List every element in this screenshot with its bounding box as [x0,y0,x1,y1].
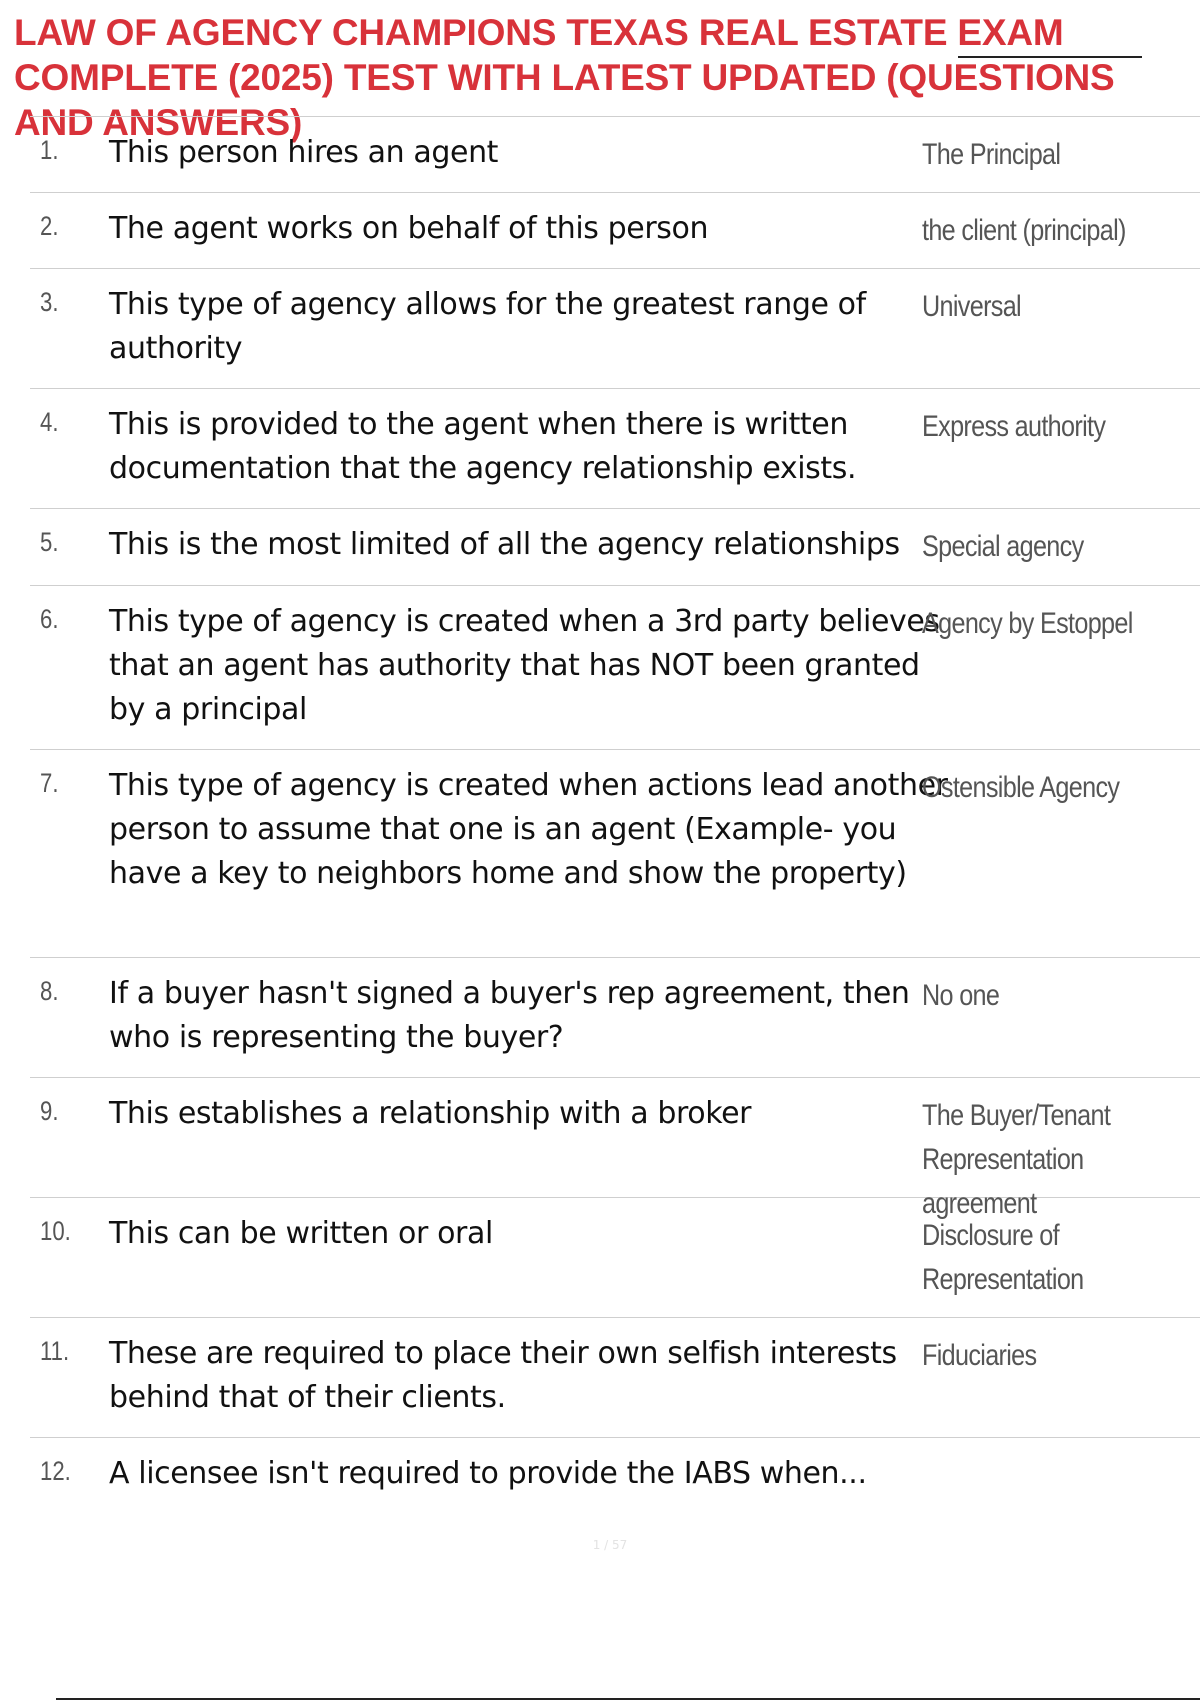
question-number: 11. [40,1336,70,1366]
qa-row [30,958,1200,1078]
question-text: This can be written or oral [109,1216,493,1251]
question-number: 5. [40,527,59,557]
answer-text: Agency by Estoppel [922,607,1133,640]
question-number: 9. [40,1096,59,1126]
qa-row [30,750,1200,958]
question-text: This person hires an agent [109,135,499,170]
title-underline [958,56,1142,58]
answer-text: The Buyer/Tenant Representation agreement [922,1099,1111,1220]
question-number: 3. [40,287,59,317]
question-number: 4. [40,407,59,437]
qa-row [30,1198,1200,1318]
question-text: A licensee isn't required to provide the IABS when... [109,1456,867,1491]
answer-text: The Principal [922,138,1061,171]
answer-text: Universal [922,290,1021,323]
question-text: This is the most limited of all the agency relationships [109,527,900,562]
answer-text: Special agency [922,530,1084,563]
question-text: The agent works on behalf of this person [109,211,709,246]
question-number: 1. [40,135,59,165]
qa-row [30,389,1200,509]
question-number: 7. [40,768,59,798]
answer-text: Fiduciaries [922,1339,1037,1372]
question-number: 2. [40,211,59,241]
page-number: 1 / 57 [592,1538,628,1552]
question-number: 6. [40,604,59,634]
qa-row [30,193,1200,269]
answer-text: No one [922,979,1000,1012]
question-text: This type of agency allows for the greatest range of authority [109,287,866,366]
question-number: 10. [40,1216,71,1246]
qa-row [30,1078,1200,1220]
question-text: This establishes a relationship with a broker [109,1096,752,1131]
qa-row [30,509,1200,586]
question-text: This type of agency is created when actions lead another person to assume that one is an agent (Example- you have a key to neighbors home and show the property) [109,768,948,891]
qa-row [30,1438,1200,1514]
answer-text: Ostensible Agency [922,771,1120,804]
question-text: This is provided to the agent when there is written documentation that the agency relationship exists. [109,407,857,486]
question-number: 12. [40,1456,71,1486]
qa-row [30,269,1200,389]
qa-row [30,586,1200,750]
question-text: If a buyer hasn't signed a buyer's rep agreement, then who is representing the buyer? [109,976,910,1055]
question-text: These are required to place their own selfish interests behind that of their clients. [109,1336,897,1415]
document-title: LAW OF AGENCY CHAMPIONS TEXAS REAL ESTATE EXAM COMPLETE (2025) TEST WITH LATEST UPDATED (QUESTIONS AND ANSWERS) [14,12,1115,143]
answer-text: Express authority [922,410,1106,443]
qa-row [30,117,1200,193]
question-answer-table [30,116,1200,1514]
answer-text: Disclosure of Representation [922,1219,1084,1296]
question-number: 8. [40,976,59,1006]
answer-text: the client (principal) [922,214,1126,247]
question-text: This type of agency is created when a 3rd party believes that an agent has authority that has NOT been granted by a principal [109,604,940,727]
qa-row [30,1318,1200,1438]
